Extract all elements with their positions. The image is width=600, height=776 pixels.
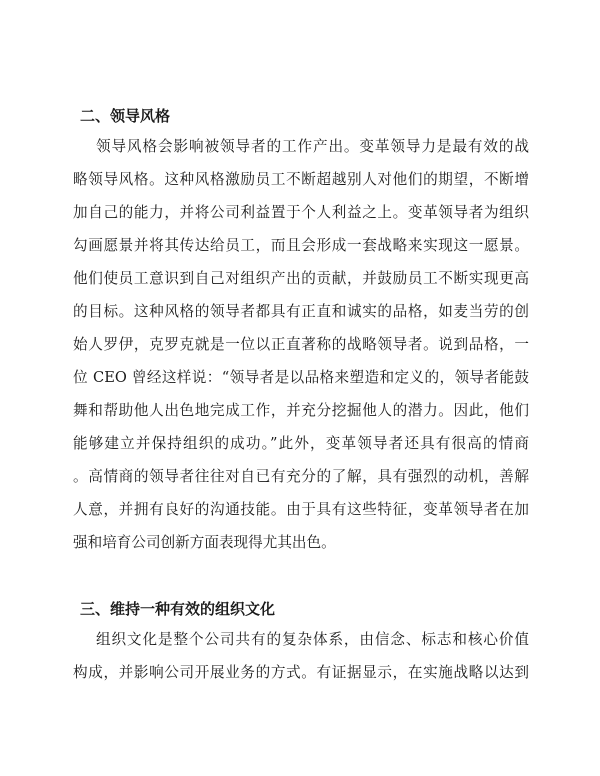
paragraph-line: 组织文化是整个公司共有的复杂体系，由信念、标志和核心价值: [96, 631, 529, 648]
paragraph-line: 。高情商的领导者往往对自已有充分的了解，具有强烈的动机，善解: [73, 468, 529, 485]
paragraph-line: 舞和帮助他人出色地完成工作，并充分挖掘他人的潜力。因此，他们: [73, 402, 529, 419]
paragraph-line: 的目标。这种风格的领导者都具有正直和诚实的品格，如麦当劳的创: [73, 303, 529, 320]
paragraph-line: 略领导风格。这种风格激励员工不断超越别人对他们的期望，不断增: [73, 171, 529, 188]
paragraph-line: 人意，并拥有良好的沟通技能。由于具有这些特征，变革领导者在加: [73, 501, 529, 518]
paragraph-line: 加自己的能力，并将公司利益置于个人利益之上。变革领导者为组织: [73, 204, 529, 221]
paragraph-line: 他们使员工意识到自己对组织产出的贡献，并鼓励员工不断实现更高: [73, 270, 529, 287]
paragraph-line: 构成，并影响公司开展业务的方式。有证据显示，在实施战略以达到: [73, 664, 529, 681]
paragraph-line: 强和培育公司创新方面表现得尤其出色。: [73, 534, 336, 551]
paragraph-line: 能够建立并保持组织的成功。”此外，变革领导者还具有很高的情商: [73, 435, 529, 452]
paragraph-line: 勾画愿景并将其传达给员工，而且会形成一套战略来实现这一愿景。: [73, 237, 529, 254]
section-heading-organizational-culture: 三、维持一种有效的组织文化: [80, 600, 276, 618]
paragraph-line: 始人罗伊，克罗克就是一位以正直著称的战略领导者。说到品格，一: [73, 336, 529, 353]
section-heading-leadership-style: 二、领导风格: [80, 107, 171, 125]
paragraph-line: 领导风格会影响被领导者的工作产出。变革领导力是最有效的战: [96, 138, 529, 155]
paragraph-line: 位 CEO 曾经这样说：“领导者是以品格来塑造和定义的，领导者能鼓: [73, 369, 529, 386]
